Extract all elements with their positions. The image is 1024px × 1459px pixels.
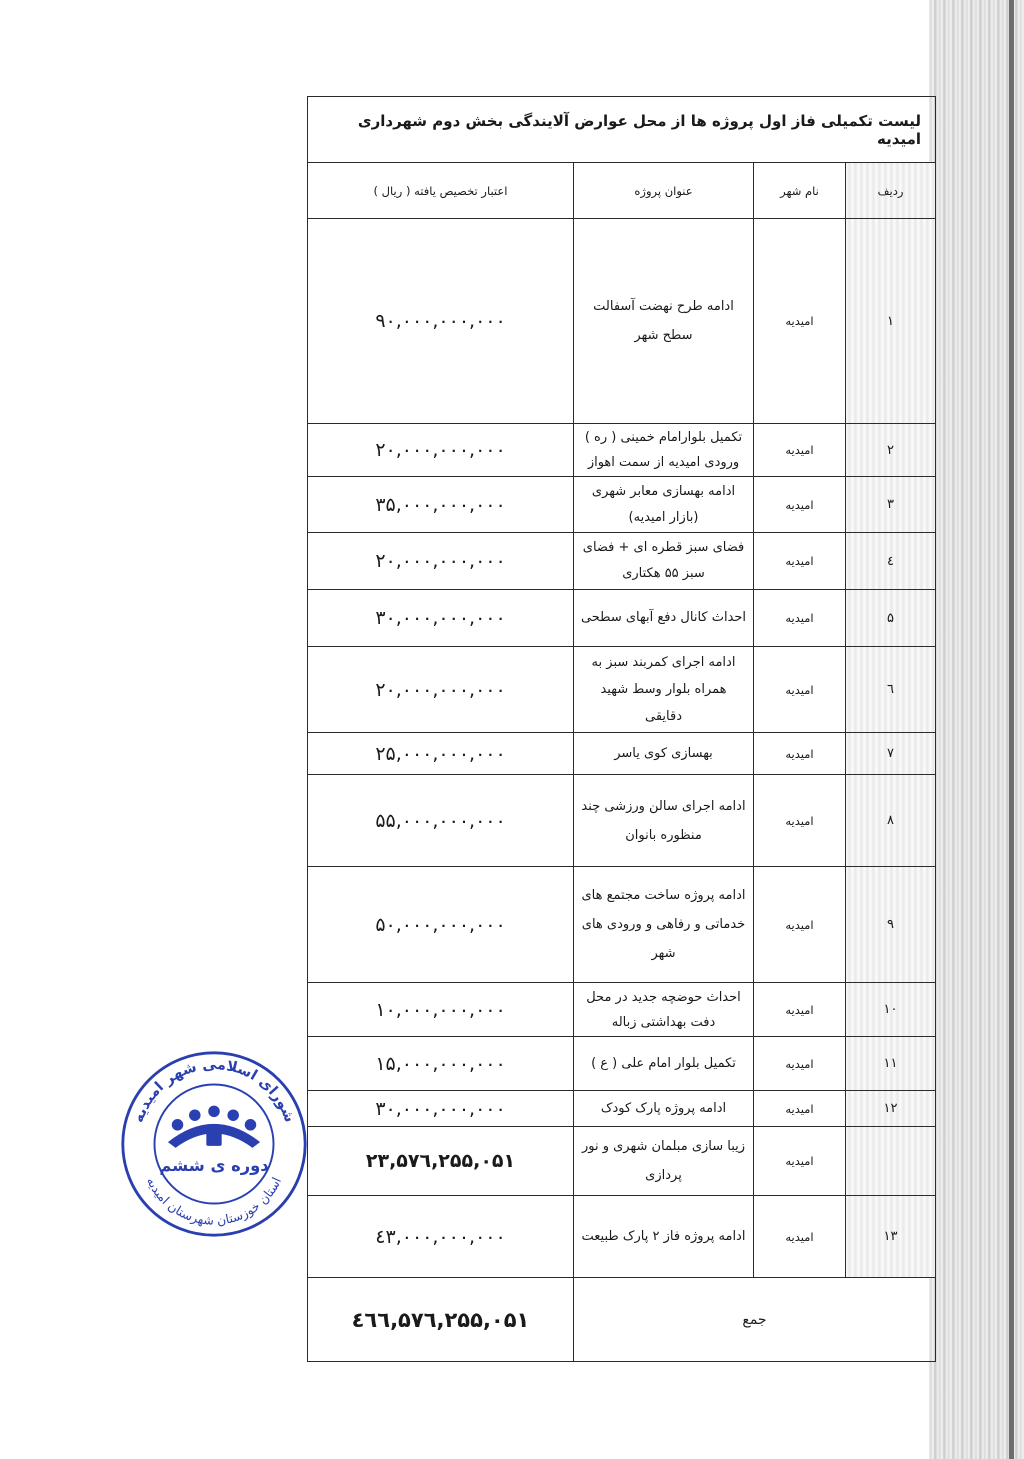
row-city: امیدیه xyxy=(754,590,846,647)
seal-ring-top: شورای اسلامی شهر امیدیه xyxy=(130,1056,298,1125)
row-project: ادامه پروژه ساخت مجتمع های خدماتی و رفاهی و ورودی های شهر xyxy=(574,867,754,983)
table-row xyxy=(308,775,936,867)
row-amount: ۵۵,۰۰۰,۰۰۰,۰۰۰ xyxy=(308,775,574,867)
row-project: احداث کانال دفع آبهای سطحی xyxy=(574,590,754,647)
row-project: ادامه اجرای سالن ورزشی چند منظوره بانوان xyxy=(574,775,754,867)
header-amount: اعتبار تخصیص یافته ( ریال ) xyxy=(308,163,574,219)
total-label: جمع xyxy=(574,1278,936,1362)
seal-center-text: دوره ی ششم xyxy=(159,1155,269,1175)
table-row xyxy=(308,1091,936,1127)
row-city: امیدیه xyxy=(754,219,846,424)
table-row xyxy=(308,219,936,424)
table-row xyxy=(308,477,936,533)
table-row xyxy=(308,590,936,647)
row-number: ٤ xyxy=(846,533,936,590)
row-amount: ۱۵,۰۰۰,۰۰۰,۰۰۰ xyxy=(308,1037,574,1091)
row-number: ۱۲ xyxy=(846,1091,936,1127)
header-radif: ردیف xyxy=(846,163,936,219)
document-title: لیست تکمیلی فاز اول پروژه ها از محل عوارض آلایندگی بخش دوم شهرداری امیدیه xyxy=(308,97,936,163)
row-amount: ۲۰,۰۰۰,۰۰۰,۰۰۰ xyxy=(308,424,574,477)
people-emblem-icon xyxy=(168,1106,260,1148)
row-project: فضای سبز قطره ای + فضای سبز ۵۵ هکتاری xyxy=(574,533,754,590)
header-project: عنوان پروژه xyxy=(574,163,754,219)
total-row xyxy=(308,1278,936,1362)
row-number: ۲ xyxy=(846,424,936,477)
row-city: امیدیه xyxy=(754,983,846,1037)
row-amount: ۳۰,۰۰۰,۰۰۰,۰۰۰ xyxy=(308,1091,574,1127)
row-city: امیدیه xyxy=(754,1091,846,1127)
header-city: نام شهر xyxy=(754,163,846,219)
row-city: امیدیه xyxy=(754,647,846,733)
row-number xyxy=(846,1127,936,1196)
table-row xyxy=(308,733,936,775)
row-project: احداث حوضچه جدید در محل دفت بهداشتی زباله xyxy=(574,983,754,1037)
table-row xyxy=(308,867,936,983)
row-city: امیدیه xyxy=(754,1196,846,1278)
row-project: ادامه اجرای کمربند سبز به همراه بلوار وسط شهید دقایقی xyxy=(574,647,754,733)
row-amount: ۲۰,۰۰۰,۰۰۰,۰۰۰ xyxy=(308,533,574,590)
row-amount: ۲۰,۰۰۰,۰۰۰,۰۰۰ xyxy=(308,647,574,733)
table-row xyxy=(308,533,936,590)
row-number: ۹ xyxy=(846,867,936,983)
row-project: ادامه بهسازی معابر شهری (بازار امیدیه) xyxy=(574,477,754,533)
title-row xyxy=(308,97,936,163)
row-amount: ۵۰,۰۰۰,۰۰۰,۰۰۰ xyxy=(308,867,574,983)
row-amount: ۳۰,۰۰۰,۰۰۰,۰۰۰ xyxy=(308,590,574,647)
row-number: ۵ xyxy=(846,590,936,647)
row-city: امیدیه xyxy=(754,533,846,590)
row-project: ادامه پروژه پارک کودک xyxy=(574,1091,754,1127)
row-number: ۱۳ xyxy=(846,1196,936,1278)
row-city: امیدیه xyxy=(754,867,846,983)
project-list-table xyxy=(307,96,936,1362)
row-city: امیدیه xyxy=(754,733,846,775)
row-amount: ۳۵,۰۰۰,۰۰۰,۰۰۰ xyxy=(308,477,574,533)
council-seal xyxy=(118,1048,310,1240)
row-city: امیدیه xyxy=(754,424,846,477)
row-number: ۸ xyxy=(846,775,936,867)
row-number: ۱۰ xyxy=(846,983,936,1037)
row-amount: ۲۵,۰۰۰,۰۰۰,۰۰۰ xyxy=(308,733,574,775)
table-row xyxy=(308,424,936,477)
row-amount: ۹۰,۰۰۰,۰۰۰,۰۰۰ xyxy=(308,219,574,424)
row-city: امیدیه xyxy=(754,477,846,533)
total-amount: ٤٦٦,۵۷٦,۲۵۵,۰۵۱ xyxy=(308,1278,574,1362)
table-row xyxy=(308,1196,936,1278)
row-city: امیدیه xyxy=(754,1037,846,1091)
scan-edge-line xyxy=(1009,0,1014,1459)
table-row xyxy=(308,1127,936,1196)
row-project: ادامه پروژه فاز ۲ پارک طبیعت xyxy=(574,1196,754,1278)
row-amount: ٤۳,۰۰۰,۰۰۰,۰۰۰ xyxy=(308,1196,574,1278)
table-row xyxy=(308,647,936,733)
row-city: امیدیه xyxy=(754,775,846,867)
row-city: امیدیه xyxy=(754,1127,846,1196)
row-project: تکمیل بلوارامام خمینی ( ره ) ورودی امیدیه از سمت اهواز xyxy=(574,424,754,477)
row-number: ۷ xyxy=(846,733,936,775)
header-row xyxy=(308,163,936,219)
table-row xyxy=(308,1037,936,1091)
row-project: ادامه طرح نهضت آسفالت سطح شهر xyxy=(574,219,754,424)
row-amount: ۱۰,۰۰۰,۰۰۰,۰۰۰ xyxy=(308,983,574,1037)
row-project: تکمیل بلوار امام علی ( ع ) xyxy=(574,1037,754,1091)
row-number: ۳ xyxy=(846,477,936,533)
row-project: بهسازی کوی یاسر xyxy=(574,733,754,775)
row-number: ۱ xyxy=(846,219,936,424)
row-amount: ۲۳,۵۷٦,۲۵۵,۰۵۱ xyxy=(308,1127,574,1196)
row-number: ٦ xyxy=(846,647,936,733)
row-project: زیبا سازی مبلمان شهری و نور پردازی xyxy=(574,1127,754,1196)
seal-ring-bottom: استان خوزستان شهرستان امیدیه xyxy=(143,1174,285,1228)
table-row xyxy=(308,983,936,1037)
row-number: ۱۱ xyxy=(846,1037,936,1091)
